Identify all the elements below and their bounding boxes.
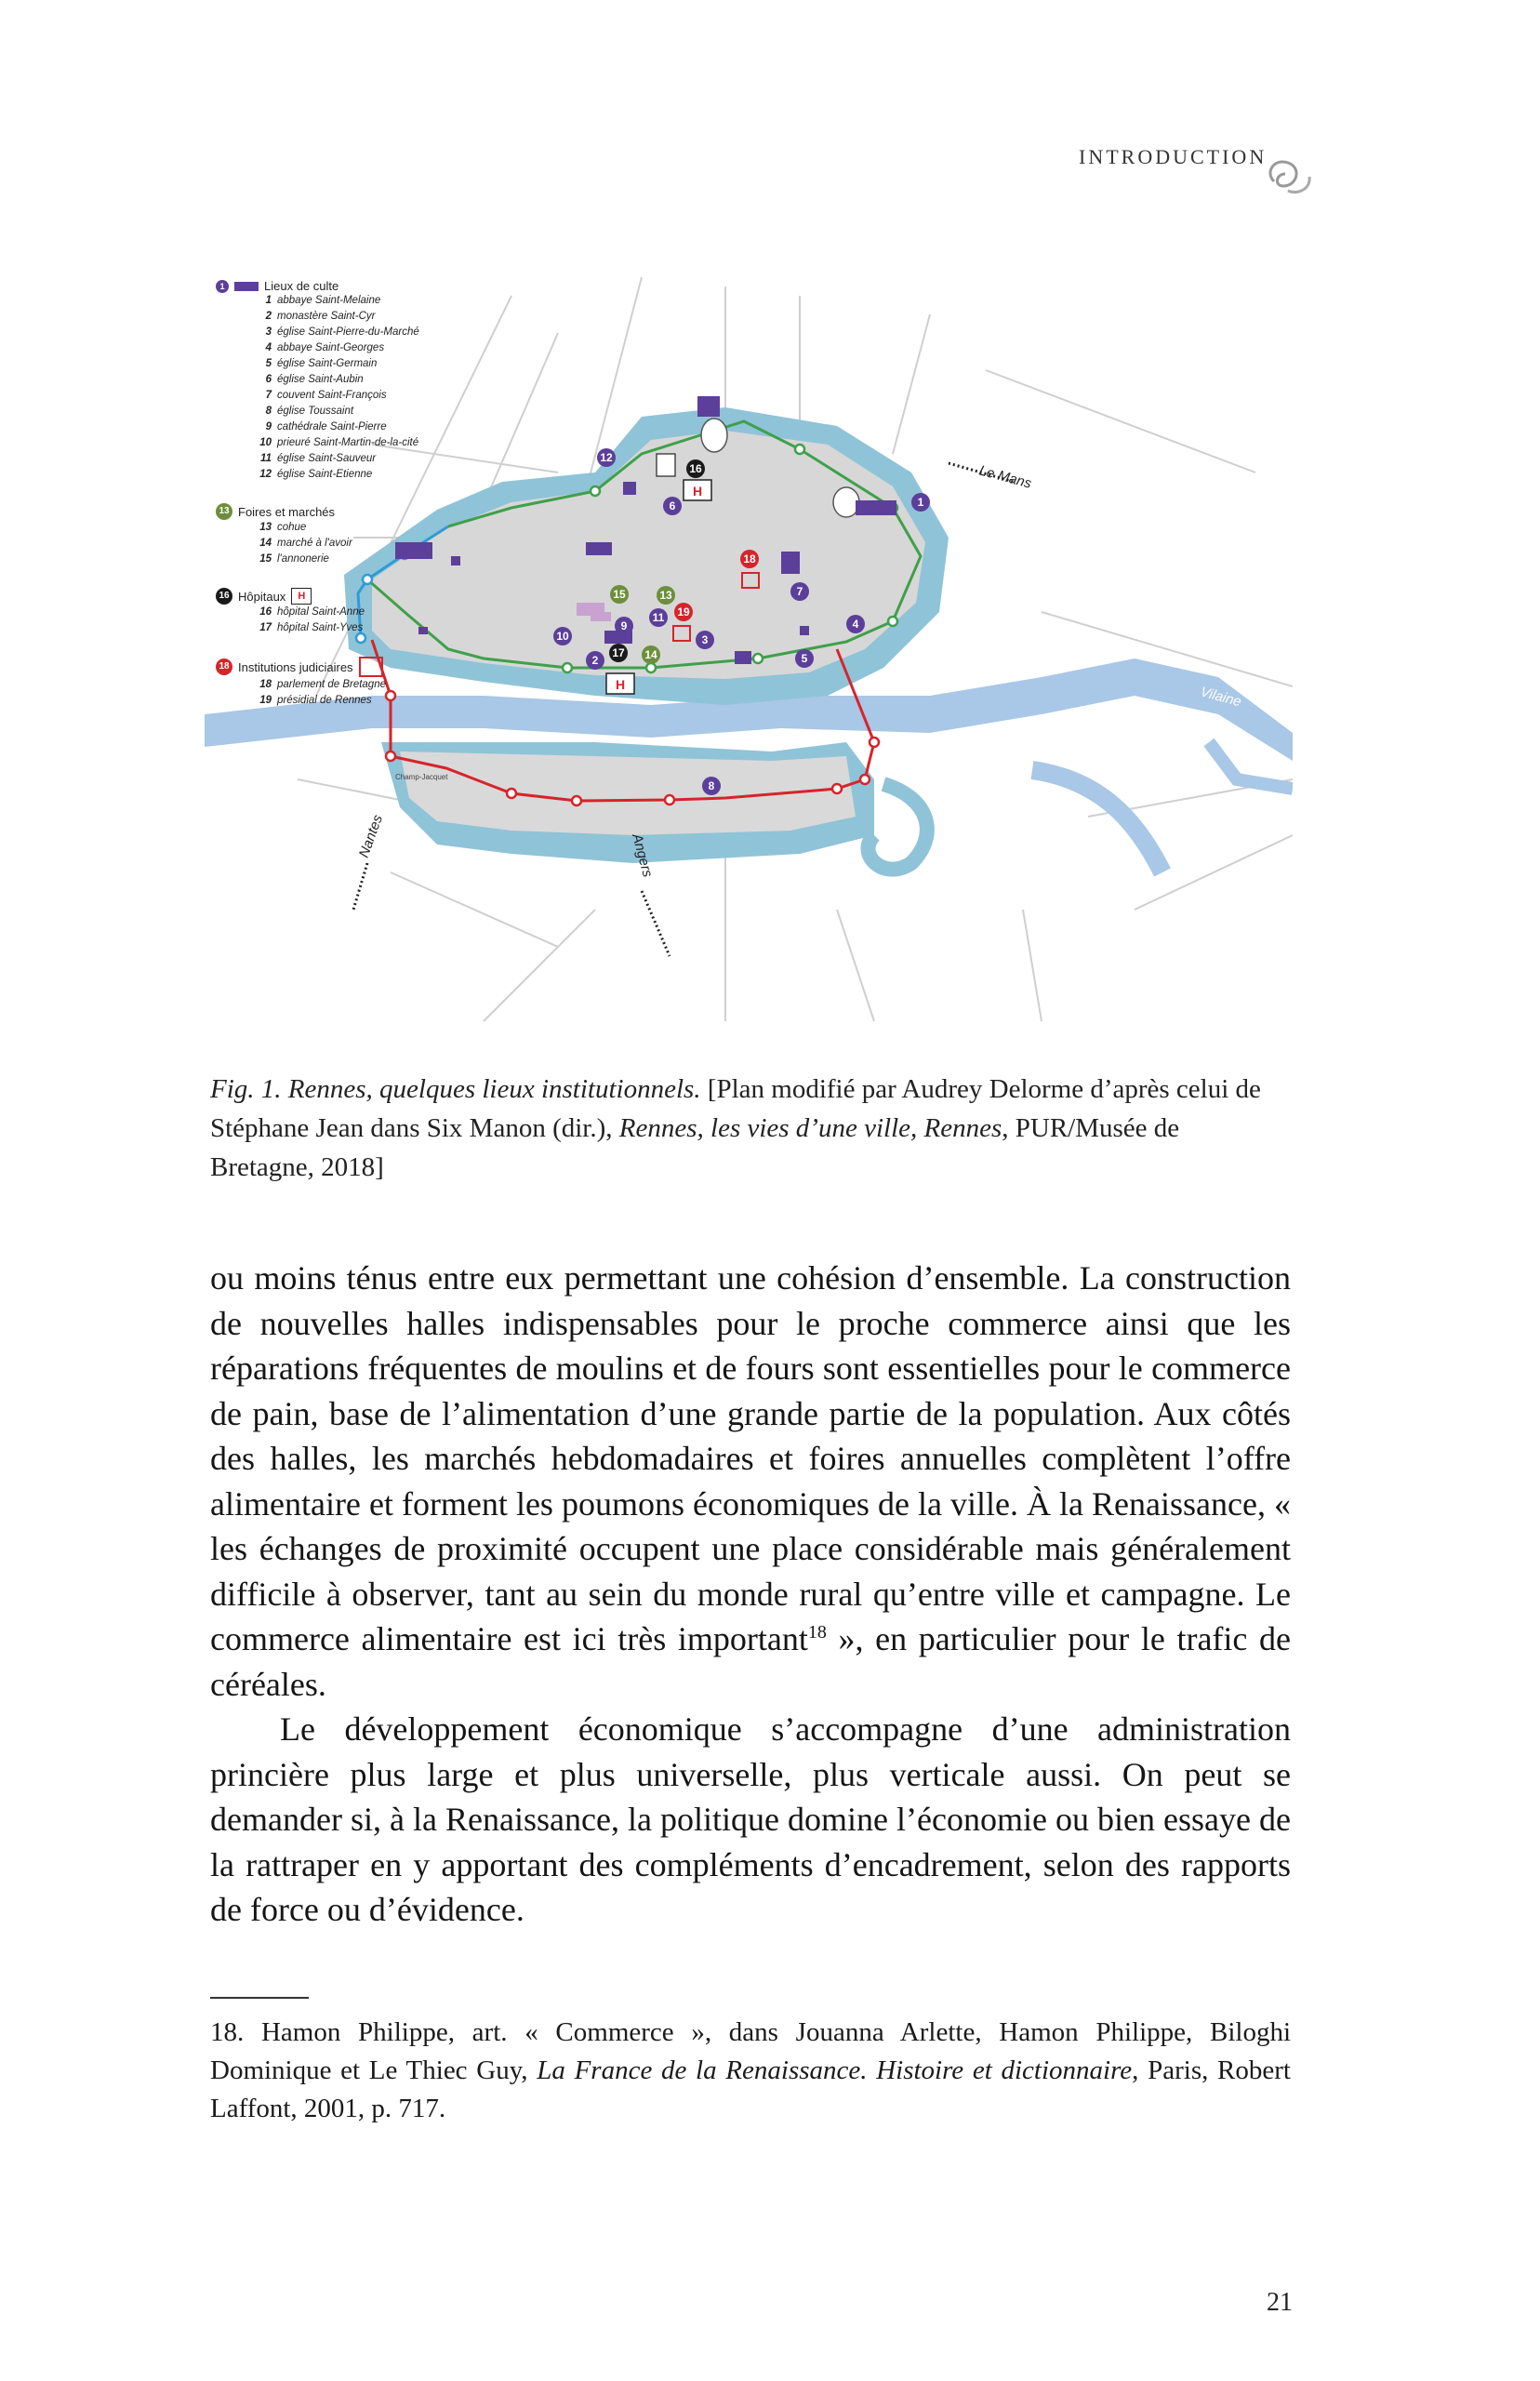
marker-1 — [911, 493, 930, 512]
marker-9 — [615, 617, 633, 635]
svg-text:15: 15 — [613, 588, 626, 601]
svg-text:14: 14 — [644, 648, 657, 661]
marker-16 — [686, 459, 705, 478]
legend-hospitals-title: 16 Hôpitaux H — [216, 588, 476, 605]
figure-caption: Fig. 1. Rennes, quelques lieux institutionnels. [Plan modifié par Audrey Delorme d’après celui de Stéphane Jean dans Six Manon (dir.), Rennes, les vies d’une ville, Rennes, PUR/Musée de Bretagne, 2018] — [210, 1074, 1261, 1182]
legend-item: 13 cohue — [259, 522, 307, 533]
svg-text:1: 1 — [917, 496, 924, 509]
legend-item: 12 église Saint-Etienne — [259, 469, 373, 480]
legend-item: 2 monastère Saint-Cyr — [265, 311, 376, 322]
svg-text:16: 16 — [689, 462, 702, 475]
legend-markets-title: 13 Foires et marchés — [216, 503, 476, 520]
footnote: 18. Hamon Philippe, art. « Commerce », dans Jouanna Arlette, Hamon Philippe, Biloghi Dominique et Le Thiec Guy, La France de la Renaissance. Histoire et dictionnaire, Paris, Robert Laffont, 2001, p. 717. — [210, 2017, 1291, 2123]
legend-item: 16 hôpital Saint-Anne — [259, 606, 365, 618]
map-legend — [216, 270, 476, 709]
legend-item: 10 prieuré Saint-Martin-de-la-cité — [259, 437, 419, 448]
legend-item: 7 couvent Saint-François — [265, 390, 387, 401]
paragraph: Le développement économique s’accompagne d’une administration princière plus large et plus universelle, plus verticale aussi. On peut se demander si, à la Renaissance, la politique domine l’économie ou bien essaye de la rattraper en y apportant des compléments d’encadrement, selon des rapports de force ou d’évidence. — [210, 1710, 1291, 1928]
marker-10 — [553, 627, 572, 645]
ornament-icon — [1255, 144, 1321, 209]
svg-text:9: 9 — [620, 619, 628, 632]
legend-item: 5 église Saint-Germain — [265, 358, 378, 369]
marker-4 — [846, 615, 865, 633]
svg-text:8: 8 — [708, 779, 715, 792]
svg-text:19: 19 — [677, 605, 690, 619]
hospital-icon — [684, 480, 711, 500]
svg-text:17: 17 — [612, 646, 625, 659]
page-number: 21 — [1267, 2288, 1293, 2317]
footnote-ref[interactable]: 18 — [807, 1622, 827, 1643]
label-nantes: Nantes — [355, 812, 387, 860]
svg-text:3: 3 — [701, 633, 709, 646]
label-vilaine: Vilaine — [1198, 684, 1243, 711]
legend-item: 6 église Saint-Aubin — [265, 374, 364, 385]
legend-item: 18 parlement de Bretagne — [259, 679, 386, 690]
marker-12 — [597, 448, 616, 467]
hospital-icon — [606, 673, 634, 694]
legend-item: 3 église Saint-Pierre-du-Marché — [265, 326, 419, 338]
marker-13 — [657, 586, 675, 605]
svg-text:4: 4 — [852, 618, 859, 631]
legend-worship-title: 1 Lieux de culte — [216, 279, 476, 293]
body-text — [210, 1256, 1291, 1933]
svg-text:12: 12 — [600, 451, 613, 464]
marker-18 — [740, 550, 759, 568]
legend-item: 1 abbaye Saint-Melaine — [265, 295, 381, 306]
svg-text:H: H — [692, 484, 703, 499]
legend-item: 9 cathédrale Saint-Pierre — [265, 421, 387, 432]
marker-14 — [642, 645, 660, 664]
svg-text:11: 11 — [652, 611, 665, 624]
marker-17 — [609, 644, 628, 662]
legend-justice-title: 18 Institutions judiciaires — [216, 657, 476, 677]
marker-5 — [795, 649, 814, 668]
svg-text:H: H — [615, 677, 626, 692]
marker-15 — [610, 585, 629, 604]
marker-11 — [649, 608, 668, 627]
label-champ-jacquet: Champ-Jacquet — [395, 773, 448, 781]
legend-item: 19 présidial de Rennes — [259, 695, 372, 706]
marker-2 — [586, 651, 604, 670]
footnote-rule — [210, 1997, 309, 1999]
marker-3 — [696, 631, 714, 649]
svg-text:6: 6 — [669, 499, 676, 512]
svg-text:7: 7 — [796, 585, 803, 598]
legend-item: 14 marché à l'avoir — [259, 538, 352, 549]
svg-text:13: 13 — [659, 589, 672, 602]
svg-text:2: 2 — [591, 654, 599, 667]
svg-text:5: 5 — [801, 652, 808, 665]
marker-8 — [702, 777, 721, 795]
label-angers: Angers — [629, 831, 656, 879]
paragraph: ou moins ténus entre eux permettant une cohésion d’ensemble. La construction de nouvelles halles indispensables pour le proche commerce ainsi que les réparations fréquentes de moulins et de fours sont essentielles pour le commerce de pain, base de l’alimentation d’une grande partie de la population. Aux côtés des halles, les marchés hebdomadaires et foires annuelles complètent l’offre alimentaire et forment les poumons économiques de la ville. À la Renaissance, « les échanges de proximité occupent une place considérable mais généralement difficile à observer, tant au sein du monde rural qu’entre ville et campagne. Le commerce alimentaire est ici très important$^{18}$ », en particulier pour le trafic de céréales. — [210, 1259, 1291, 1703]
legend-item: 8 église Toussaint — [265, 406, 354, 417]
legend-item: 11 église Saint-Sauveur — [260, 453, 377, 464]
marker-7 — [790, 582, 809, 601]
svg-text:10: 10 — [556, 630, 569, 643]
marker-6 — [663, 497, 682, 515]
legend-item: 17 hôpital Saint-Yves — [259, 622, 364, 633]
marker-19 — [674, 603, 693, 621]
label-le-mans: Le Mans — [976, 462, 1033, 492]
running-head: INTRODUCTION — [1079, 145, 1268, 168]
svg-text:18: 18 — [743, 552, 756, 565]
legend-item: 4 abbaye Saint-Georges — [265, 342, 385, 353]
legend-item: 15 l'annonerie — [259, 553, 329, 565]
